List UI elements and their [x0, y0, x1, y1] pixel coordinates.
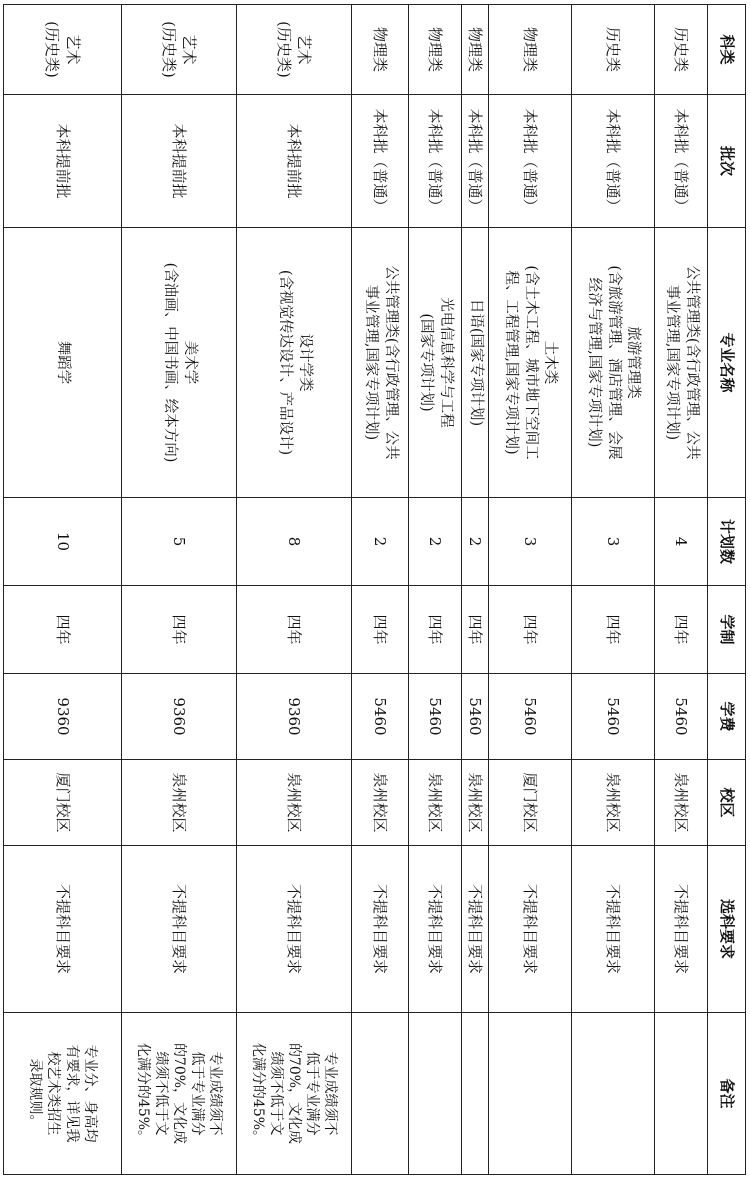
cell-subject-req: 不提科目要求: [4, 846, 122, 1013]
cell-remarks: [122, 1013, 237, 1175]
cell-line: 事业管理,国家专项计划): [664, 284, 680, 441]
header-duration: 学制: [708, 586, 746, 674]
cell-tuition: 5460: [462, 674, 489, 760]
cell-tuition: 5460: [489, 674, 572, 760]
header-batch: 批次: [708, 95, 746, 228]
header-row: [708, 5, 746, 1175]
cell-remarks: [462, 1013, 489, 1175]
cell-campus: 泉州校区: [655, 760, 708, 846]
cell-remarks: [4, 1013, 122, 1175]
cell-subject-req: 不提科目要求: [489, 846, 572, 1013]
cell-tuition: 5460: [409, 674, 462, 760]
cell-tuition: 5460: [572, 674, 655, 760]
cell-tuition: 9360: [122, 674, 237, 760]
cell-subject-req: 不提科目要求: [409, 846, 462, 1013]
cell-category: [4, 5, 122, 95]
cell-remarks: [237, 1013, 352, 1175]
header-subject-req: 选科要求: [708, 846, 746, 1013]
remark-line: 低于专业满分: [304, 1051, 321, 1136]
cell-line: (含土木工程、城市地下空间工: [522, 265, 539, 460]
remark-line: 的70%，文化成: [171, 1042, 188, 1145]
cell-batch: 本科批（普通）: [655, 95, 708, 228]
cell-major: [409, 228, 462, 498]
cell-batch: 本科批（普通）: [409, 95, 462, 228]
cell-line: 艺术: [63, 34, 82, 65]
table-row: [122, 5, 237, 1175]
cell-major: [655, 228, 708, 498]
cell-duration: 四年: [572, 586, 655, 674]
remark-line: 专业分、身高均: [81, 1044, 98, 1143]
header-category: 科类: [708, 5, 746, 95]
table-row: [4, 5, 122, 1175]
cell-duration: 四年: [352, 586, 409, 674]
cell-category: [409, 5, 462, 95]
cell-campus: 泉州校区: [122, 760, 237, 846]
remark-line: 录取规则。: [27, 1058, 44, 1129]
remark-line: 低于专业满分: [189, 1051, 206, 1136]
cell-tuition: 5460: [655, 674, 708, 760]
cell-category: [572, 5, 655, 95]
cell-remarks: [409, 1013, 462, 1175]
cell-line: 艺术: [180, 34, 199, 65]
cell-line: 艺术: [295, 34, 314, 65]
table-row: [462, 5, 489, 1175]
cell-line: 经济与管理,国家专项计划): [586, 277, 603, 448]
cell-duration: 四年: [489, 586, 572, 674]
cell-plan: 10: [4, 498, 122, 586]
cell-campus: 泉州校区: [409, 760, 462, 846]
cell-remarks: [572, 1013, 655, 1175]
table-row: [572, 5, 655, 1175]
cell-line: 物理类: [371, 26, 390, 72]
cell-subject-req: 不提科目要求: [237, 846, 352, 1013]
cell-plan: 8: [237, 498, 352, 586]
cell-remarks: [352, 1013, 409, 1175]
header-major: 专业名称: [708, 228, 746, 498]
cell-line: (含视觉传达设计、产品设计): [277, 269, 293, 456]
table-row: [489, 5, 572, 1175]
cell-category: [462, 5, 489, 95]
cell-subject-req: 不提科目要求: [655, 846, 708, 1013]
cell-major: [572, 228, 655, 498]
table-row: [352, 5, 409, 1175]
remark-line: 化满分的45%。: [249, 1042, 266, 1145]
remark-line: 专业成绩须不: [322, 1051, 339, 1136]
cell-major: [489, 228, 572, 498]
cell-line: (含旅游管理、酒店管理、会展: [605, 265, 622, 460]
cell-plan: 4: [655, 498, 708, 586]
cell-batch: 本科批（普通）: [572, 95, 655, 228]
cell-line: 美术学: [181, 340, 198, 385]
cell-plan: 2: [462, 498, 489, 586]
cell-line: (历史类): [160, 21, 178, 78]
cell-category: [122, 5, 237, 95]
cell-campus: 泉州校区: [572, 760, 655, 846]
cell-line: (国家专项计划): [418, 313, 434, 412]
cell-category: [352, 5, 409, 95]
cell-subject-req: 不提科目要求: [122, 846, 237, 1013]
cell-line: 物理类: [426, 26, 445, 72]
cell-batch: 本科批（普通）: [462, 95, 489, 228]
cell-line: 程、工程管理,国家专项计划): [503, 270, 520, 455]
cell-line: 公共管理类(含行政管理、公共: [683, 265, 700, 460]
cell-line: 公共管理类(含行政管理、公共: [382, 265, 399, 460]
cell-major: [352, 228, 409, 498]
cell-duration: 四年: [122, 586, 237, 674]
admission-plan-table: [3, 4, 746, 1175]
cell-subject-req: 不提科目要求: [352, 846, 409, 1013]
cell-duration: 四年: [655, 586, 708, 674]
remark-line: 有要求，详见我: [63, 1044, 80, 1143]
cell-line: 历史类: [672, 26, 691, 72]
cell-batch: 本科批（普通）: [489, 95, 572, 228]
cell-batch: 本科批（普通）: [352, 95, 409, 228]
remark-line: 专业成绩须不: [207, 1051, 224, 1136]
cell-tuition: 5460: [352, 674, 409, 760]
header-remarks: 备注: [708, 1013, 746, 1175]
cell-major: [122, 228, 237, 498]
cell-campus: 泉州校区: [462, 760, 489, 846]
table-row: [237, 5, 352, 1175]
cell-campus: 泉州校区: [352, 760, 409, 846]
cell-duration: 四年: [4, 586, 122, 674]
remark-line: 的70%，文化成: [286, 1042, 303, 1145]
cell-plan: 3: [572, 498, 655, 586]
header-tuition: 学费: [708, 674, 746, 760]
cell-batch: 本科提前批: [4, 95, 122, 228]
cell-duration: 四年: [409, 586, 462, 674]
cell-remarks: [655, 1013, 708, 1175]
cell-line: 日语(国家专项计划): [467, 298, 484, 427]
cell-line: 土木类: [542, 340, 559, 385]
cell-category: [655, 5, 708, 95]
cell-line: 设计学类: [296, 333, 313, 392]
cell-line: 物理类: [466, 26, 485, 72]
cell-line: 舞蹈学: [55, 340, 72, 385]
cell-campus: 厦门校区: [489, 760, 572, 846]
cell-major: [4, 228, 122, 498]
cell-major: [462, 228, 489, 498]
cell-line: 事业管理,国家专项计划): [363, 284, 379, 441]
cell-subject-req: 不提科目要求: [462, 846, 489, 1013]
table-row: [409, 5, 462, 1175]
cell-batch: 本科提前批: [122, 95, 237, 228]
cell-line: 光电信息科学与工程: [437, 297, 454, 428]
cell-plan: 3: [489, 498, 572, 586]
cell-campus: 厦门校区: [4, 760, 122, 846]
cell-line: 物理类: [521, 26, 540, 72]
cell-plan: 5: [122, 498, 237, 586]
cell-line: 旅游管理类: [625, 326, 642, 399]
table-row: [655, 5, 708, 1175]
cell-campus: 泉州校区: [237, 760, 352, 846]
remark-line: 绩须不低于文: [152, 1051, 169, 1136]
cell-line: (历史类): [43, 21, 62, 78]
remark-line: 绩须不低于文: [267, 1051, 284, 1136]
cell-major: [237, 228, 352, 498]
cell-remarks: [489, 1013, 572, 1175]
header-plan: 计划数: [708, 498, 746, 586]
cell-duration: 四年: [462, 586, 489, 674]
cell-subject-req: 不提科目要求: [572, 846, 655, 1013]
cell-tuition: 9360: [4, 674, 122, 760]
cell-tuition: 9360: [237, 674, 352, 760]
cell-batch: 本科提前批: [237, 95, 352, 228]
cell-category: [237, 5, 352, 95]
cell-line: 历史类: [604, 26, 623, 72]
remark-line: 校艺术类招生: [45, 1051, 62, 1136]
cell-plan: 2: [409, 498, 462, 586]
remark-line: 化满分的45%。: [134, 1042, 151, 1145]
cell-duration: 四年: [237, 586, 352, 674]
cell-plan: 2: [352, 498, 409, 586]
header-campus: 校区: [708, 760, 746, 846]
cell-line: (历史类): [275, 21, 293, 78]
cell-category: [489, 5, 572, 95]
cell-line: (含油画、中国书画、绘本方向): [162, 262, 178, 463]
